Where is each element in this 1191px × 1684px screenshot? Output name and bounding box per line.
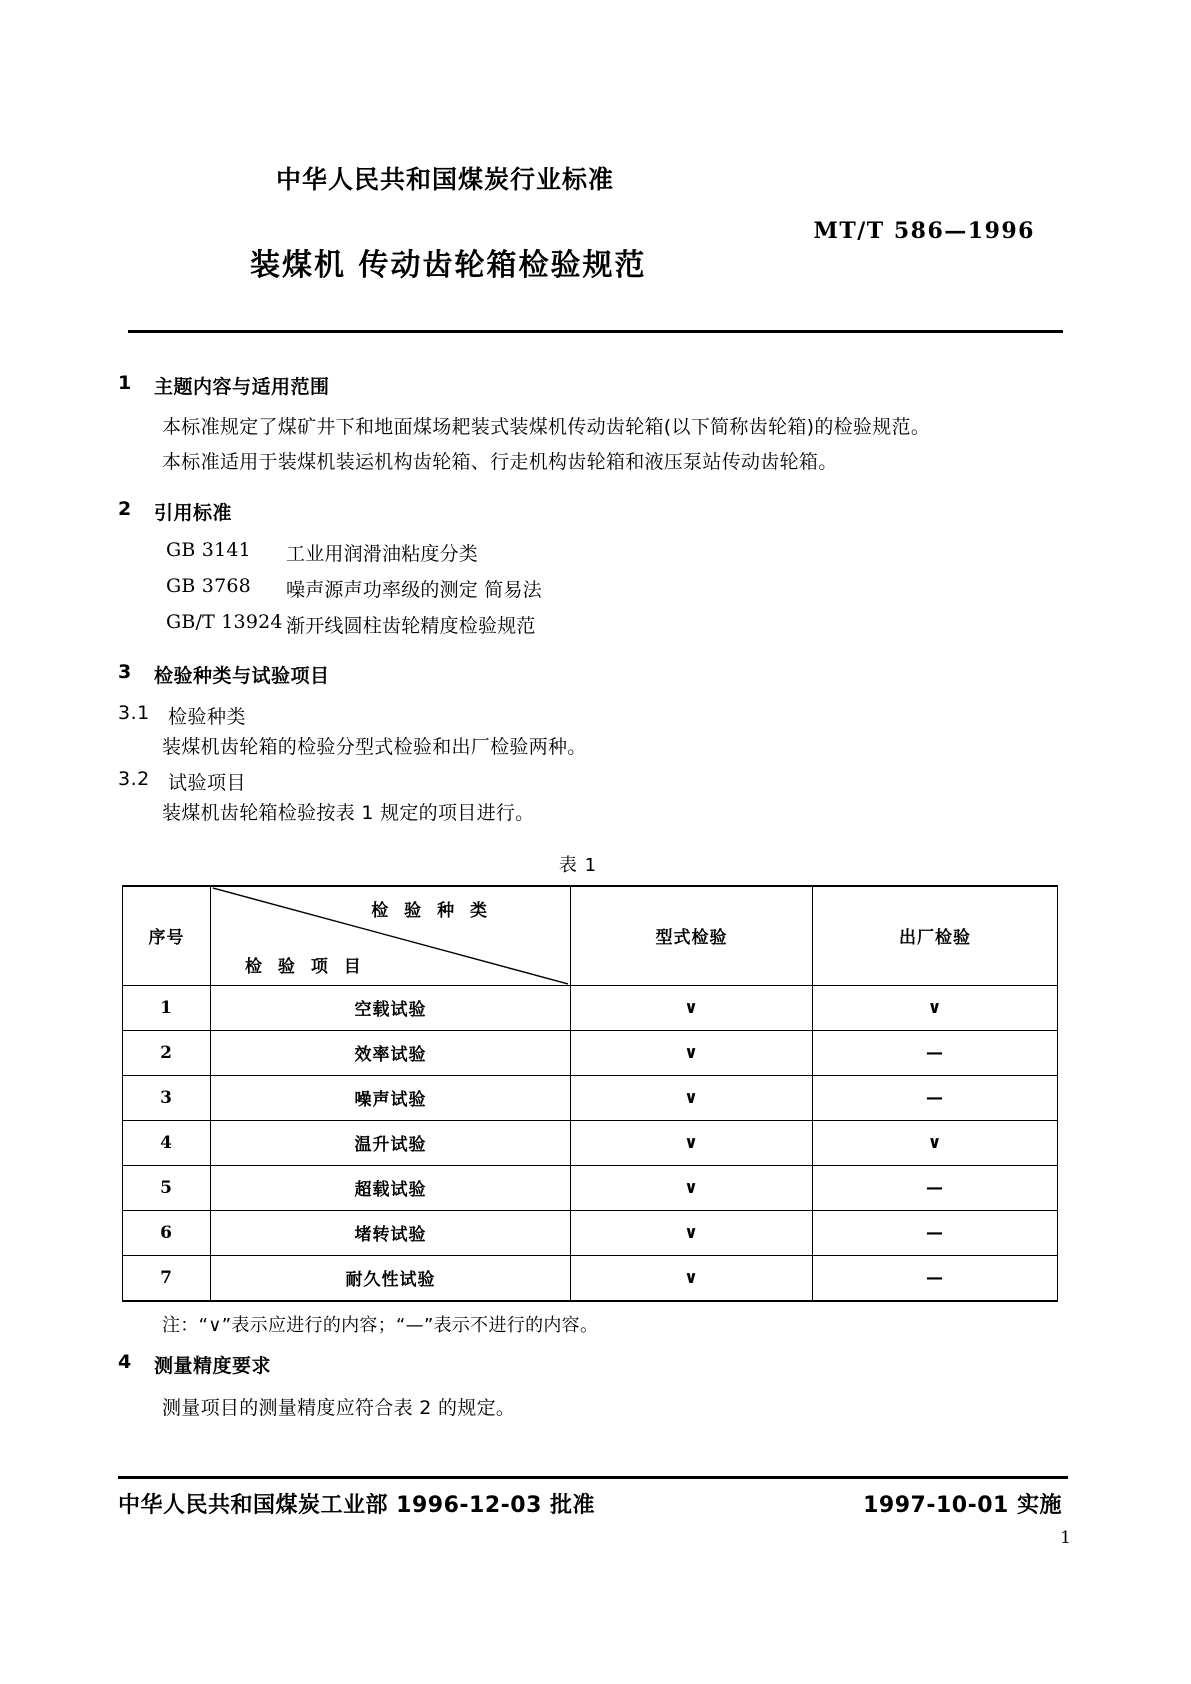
footer-rule	[118, 1476, 1068, 1479]
list-item	[166, 575, 1068, 602]
section-1-heading	[118, 372, 1068, 399]
document-body	[118, 372, 1068, 1429]
cell-item: 堵转试验	[211, 1210, 571, 1255]
cell-sequence: 2	[123, 1030, 211, 1075]
cell-type-test: ∨	[571, 985, 813, 1030]
section-3-title: 检验种类与试验项目	[154, 664, 330, 687]
cell-item: 空载试验	[211, 985, 571, 1030]
spacer	[118, 647, 1068, 661]
cell-sequence: 4	[123, 1120, 211, 1165]
cell-item: 超载试验	[211, 1165, 571, 1210]
header-label-inspection-item: 检 验 项 目	[245, 956, 366, 977]
section-3-heading	[118, 661, 1068, 688]
implementation-statement: 1997-10-01 实施	[863, 1493, 1062, 1518]
header-rule	[128, 330, 1063, 333]
reference-code: GB 3768	[166, 574, 251, 597]
cell-factory-test: —	[813, 1165, 1058, 1210]
standard-code: MT/T 586—1996	[813, 218, 1035, 244]
table-row	[123, 1030, 1058, 1075]
cell-factory-test: ∨	[813, 1120, 1058, 1165]
cell-type-test: ∨	[571, 1075, 813, 1120]
cell-item: 耐久性试验	[211, 1255, 571, 1301]
cell-factory-test: ∨	[813, 985, 1058, 1030]
cell-factory-test: —	[813, 1075, 1058, 1120]
document-title: 装煤机 传动齿轮箱检验规范	[250, 248, 647, 283]
spacer	[118, 1337, 1068, 1351]
cell-type-test: ∨	[571, 1165, 813, 1210]
issuing-organization: 中华人民共和国煤炭行业标准	[276, 165, 615, 194]
list-item	[166, 539, 1068, 566]
table-row	[123, 985, 1058, 1030]
table-row	[123, 1210, 1058, 1255]
table-1	[122, 885, 1058, 1302]
header-label-inspection-category: 检 验 种 类	[371, 900, 492, 921]
cell-item: 噪声试验	[211, 1075, 571, 1120]
header-cell-sequence: 序号	[123, 886, 211, 986]
section-1-title: 主题内容与适用范围	[154, 376, 330, 398]
section-1-paragraph-1: 本标准规定了煤矿井下和地面煤场耙装式装煤机传动齿轮箱(以下简称齿轮箱)的检验规范。	[162, 416, 931, 438]
section-3-2-title: 试验项目	[168, 772, 247, 795]
cell-sequence: 6	[123, 1210, 211, 1255]
cell-factory-test: —	[813, 1255, 1058, 1301]
table-row	[123, 1255, 1058, 1301]
section-4-number: 4	[118, 1350, 132, 1373]
masthead	[128, 160, 1063, 283]
cell-sequence: 3	[123, 1075, 211, 1120]
list-item	[166, 611, 1068, 638]
cell-factory-test: —	[813, 1030, 1058, 1075]
section-2-title: 引用标准	[154, 501, 233, 524]
cell-sequence: 5	[123, 1165, 211, 1210]
section-2-heading	[118, 498, 1068, 525]
reference-title: 渐开线圆柱齿轮精度检验规范	[286, 614, 536, 637]
header-cell-factory-test: 出厂检验	[813, 886, 1058, 986]
table-1-note: 注：“∨”表示应进行的内容；“—”表示不进行的内容。	[162, 1314, 599, 1336]
page-number: 1	[1060, 1528, 1071, 1548]
reference-code: GB 3141	[166, 538, 251, 561]
section-4-heading	[118, 1351, 1068, 1378]
section-3-1-paragraph: 装煤机齿轮箱的检验分型式检验和出厂检验两种。	[162, 735, 587, 758]
table-row	[123, 1075, 1058, 1120]
section-3-1-title: 检验种类	[168, 705, 247, 728]
title-row	[128, 218, 1063, 283]
section-2-number: 2	[118, 497, 132, 520]
section-3-2-number: 3.2	[118, 768, 150, 791]
section-1-paragraph-2: 本标准适用于装煤机装运机构齿轮箱、行走机构齿轮箱和液压泵站传动齿轮箱。	[162, 451, 838, 474]
cell-item: 效率试验	[211, 1030, 571, 1075]
section-3-1-heading	[118, 702, 1068, 729]
header-cell-type-test: 型式检验	[571, 886, 813, 986]
table-header-row	[123, 886, 1058, 986]
reference-code: GB/T 13924	[166, 610, 283, 633]
section-3-2-paragraph: 装煤机齿轮箱检验按表 1 规定的项目进行。	[162, 802, 535, 825]
section-3-number: 3	[118, 660, 132, 683]
page-footer	[118, 1488, 1068, 1519]
referenced-standards-list	[118, 539, 1068, 638]
section-1-number: 1	[118, 372, 132, 394]
spacer	[118, 484, 1068, 498]
cell-factory-test: —	[813, 1210, 1058, 1255]
table-row	[123, 1165, 1058, 1210]
cell-type-test: ∨	[571, 1210, 813, 1255]
cell-type-test: ∨	[571, 1030, 813, 1075]
header-cell-diagonal	[211, 886, 571, 986]
table-1-caption: 表 1	[558, 854, 598, 876]
cell-type-test: ∨	[571, 1120, 813, 1165]
section-4-title: 测量精度要求	[154, 1354, 272, 1377]
section-4-paragraph: 测量项目的测量精度应符合表 2 的规定。	[162, 1396, 516, 1419]
reference-title: 工业用润滑油粘度分类	[286, 542, 479, 565]
section-3-2-heading	[118, 768, 1068, 795]
cell-item: 温升试验	[211, 1120, 571, 1165]
reference-title: 噪声源声功率级的测定 简易法	[286, 578, 542, 601]
table-row	[123, 1120, 1058, 1165]
cell-type-test: ∨	[571, 1255, 813, 1301]
approval-statement: 中华人民共和国煤炭工业部 1996-12-03 批准	[118, 1493, 596, 1518]
section-3-1-number: 3.1	[118, 701, 150, 724]
cell-sequence: 1	[123, 985, 211, 1030]
cell-sequence: 7	[123, 1255, 211, 1301]
